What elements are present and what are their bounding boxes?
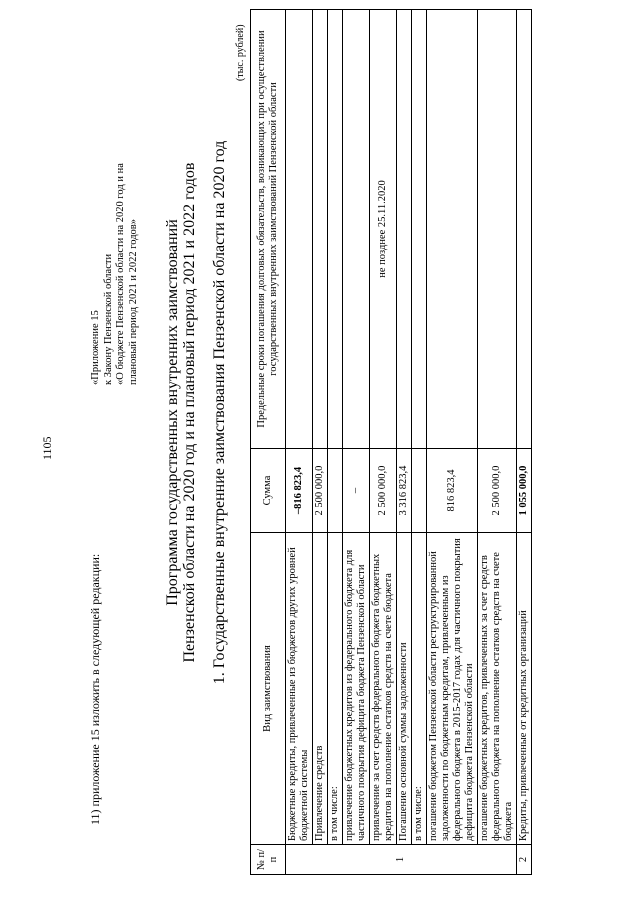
row-sum: 2 500 000,0	[370, 449, 397, 533]
row-sum: 3 316 823,4	[397, 449, 412, 533]
table-header-row	[251, 10, 286, 875]
program-title-line: Пензенской области на 2020 год и на плановый период 2021 и 2022 годов	[181, 162, 198, 663]
units-label: (тыс. рублей)	[235, 24, 246, 81]
appendix-header	[90, 163, 140, 385]
page-number: 1105	[40, 436, 54, 460]
row-sum: 2 500 000,0	[478, 449, 517, 533]
row-deadline	[412, 10, 427, 449]
row-type: в том числе:	[412, 533, 427, 845]
row-type: Привлечение средств	[313, 533, 328, 845]
row-type: Кредиты, привлеченные от кредитных организаций	[517, 533, 532, 845]
amendment-text: 11) приложение 15 изложить в следующей редакции:	[88, 553, 102, 825]
row-sum	[412, 449, 427, 533]
table-row	[343, 10, 370, 875]
row-deadline	[427, 10, 478, 449]
row-number: 1	[286, 845, 517, 875]
row-sum: –816 823,4	[286, 449, 313, 533]
row-deadline: не позднее 25.11.2020	[370, 10, 397, 449]
section-title: 1. Государственные внутренние заимствования Пензенской области на 2020 год	[211, 140, 228, 685]
row-type: погашение бюджетом Пензенской области реструктурированной задолженности по бюджетным кредитам, привлеченным из федерального бюджета в 2015-2017 годах для частичного покрытия дефицита бюджета Пензенской области	[427, 533, 478, 845]
row-type: погашение бюджетных кредитов, привлеченных за счет средств федерального бюджета на пополнение остатков средств на счете бюджета	[478, 533, 517, 845]
table-row	[397, 10, 412, 875]
row-sum: 1 055 000,0	[517, 449, 532, 533]
row-sum: 816 823,4	[427, 449, 478, 533]
appendix-line: «Приложение 15	[90, 310, 101, 385]
header-no: № п/п	[251, 845, 286, 875]
row-deadline	[517, 10, 532, 449]
table-row	[427, 10, 478, 875]
row-deadline	[397, 10, 412, 449]
row-deadline	[478, 10, 517, 449]
program-title-line: Программа государственных внутренних заимствований	[164, 219, 181, 606]
row-deadline	[328, 10, 343, 449]
row-sum: 2 500 000,0	[313, 449, 328, 533]
header-type: Вид заимствования	[251, 533, 286, 845]
row-number: 2	[517, 845, 532, 875]
table-row	[412, 10, 427, 875]
table-row	[517, 10, 532, 875]
row-deadline	[286, 10, 313, 449]
table-row	[478, 10, 517, 875]
borrowings-table	[250, 9, 532, 875]
row-sum: –	[343, 449, 370, 533]
appendix-line: «О бюджете Пензенской области на 2020 год и на	[115, 163, 126, 385]
row-type: Погашение основной суммы задолженности	[397, 533, 412, 845]
row-type: в том числе:	[328, 533, 343, 845]
row-type: Бюджетные кредиты, привлеченные из бюджетов других уровней бюджетной системы	[286, 533, 313, 845]
row-sum	[328, 449, 343, 533]
row-type: привлечение бюджетных кредитов из федерального бюджета для частичного покрытия дефицита бюджета Пензенской области	[343, 533, 370, 845]
row-deadline	[343, 10, 370, 449]
table-row	[286, 10, 313, 875]
table-row	[328, 10, 343, 875]
header-sum: Сумма	[251, 449, 286, 533]
table-row	[313, 10, 328, 875]
table-row	[370, 10, 397, 875]
header-deadline: Предельные сроки погашения долговых обязательств, возникающих при осуществлении государственных внутренних заимствований Пензенской области	[251, 10, 286, 449]
appendix-line: к Закону Пензенской области	[102, 253, 114, 385]
program-title	[164, 0, 198, 865]
appendix-line: плановый период 2021 и 2022 годов»	[127, 219, 139, 385]
row-type: привлечение за счет средств федерального бюджета бюджетных кредитов на пополнение остатков средств на счете бюджета	[370, 533, 397, 845]
row-deadline	[313, 10, 328, 449]
